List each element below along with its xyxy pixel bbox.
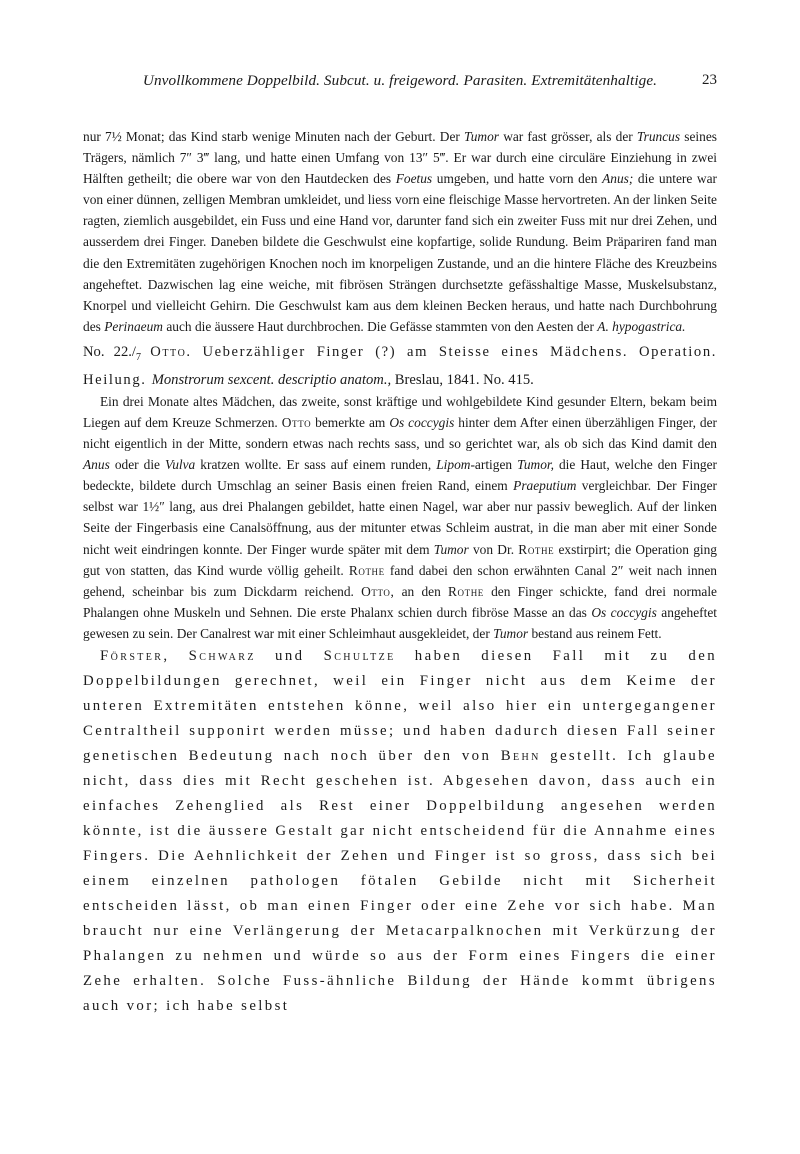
running-header — [0, 72, 800, 98]
entry-title: Ueberzähliger Finger (?) am Steisse eines Mädchens. Operation. Heilung. — [83, 343, 717, 388]
running-title: Unvollkommene Doppelbild. Subcut. u. freigeword. Parasiten. Extremitätenhaltige. — [142, 72, 658, 89]
entry-source: Monstrorum sexcent. descriptio anatom., — [151, 371, 392, 388]
entry-author: Otto. — [150, 343, 192, 360]
page-number: 23 — [702, 72, 717, 88]
case-entry-heading: No. $22./_7$ Otto. Ueberzähliger Finger (?) am Steisse eines Mädchens. Operation. Heilung. Monstrorum sexcent. descriptio anatom., Breslau, 1841. No. 415. — [83, 343, 717, 388]
paragraph-commentary-spaced: Förster, Schwarz und Schultze haben diesen Fall mit zu den Doppelbildungen gerechnet, weil ein Finger nicht aus dem Keime der unteren Extremitäten entstehen könne, weil also hier ein untergegangener Centraltheil supponirt werden müsse; und haben dadurch diesen Fall seiner genetischen Bedeutung nach noch über den von Behn gestellt. Ich glaube nicht, dass dies mit Recht geschehen ist. Abgesehen davon, dass auch ein einfaches Zehenglied als Rest einer Doppelbildung angesehen werden könnte, ist die äussere Gestalt gar nicht entscheidend für die Annahme eines Fingers. Die Aehnlichkeit der Zehen und Finger ist so gross, dass sich bei einem einzelnen pathologen fötalen Gebilde nicht mit Sicherheit entscheiden lässt, ob man einen Finger oder eine Zehe vor sich habe. Man braucht nur eine Verlängerung der Metacarpalknochen mit Verkürzung der Phalangen zu nehmen und würde so aus der Form eines Fingers die einer Zehe erhalten. Solche Fuss-ähnliche Bildung der Hände kommt übrigens auch vor; ich habe selbst — [83, 647, 717, 1014]
paragraph-case-report: Ein drei Monate altes Mädchen, das zweite, sonst kräftige und wohlgebildete Kind gesunder Eltern, bekam beim Liegen auf dem Kreuze Schmerzen. Otto bemerkte am Os coccygis hinter dem After einen überzähligen Finger, der nicht eigentlich in der Mitte, sondern etwas nach rechts sass, und so gerichtet war, als ob sich das Kind damit den Anus oder die Vulva kratzen wollte. Er sass auf einem runden, Lipom-artigen Tumor, die Haut, welche den Finger bedeckte, bildete durch Umschlag an seiner Basis einen freien Rand, einem Praeputium vergleichbar. Der Finger selbst war 1½″ lang, aus drei Phalangen gebildet, hatte einen Nagel, war aber nur passiv beweglich. Auf der linken Seite der Fingerbasis eine Canalsöffnung, aus der mitunter etwas Schleim austrat, in die man aber mit einer Sonde nicht weit eindringen konnte. Der Finger wurde später mit dem Tumor von Dr. Rothe exstirpirt; die Operation ging gut von statten, das Kind wurde völlig geheilt. Rothe fand dabei den schon erwähnten Canal 2″ weit nach innen gehend, scheinbar bis zum Dickdarm reichend. Otto, an den Rothe den Finger schickte, fand drei normale Phalangen ohne Muskeln und Sehnen. Die erste Phalanx schien durch fibröse Masse an das Os coccygis angeheftet gewesen zu sein. Der Canalrest war mit einer Schleimhaut ausgekleidet, der Tumor bestand aus reinem Fett. — [83, 393, 718, 641]
paragraph-case-description: nur 7½ Monat; das Kind starb wenige Minuten nach der Geburt. Der Tumor war fast grösser, als der Truncus seines Trägers, nämlich 7″ 3‴ lang, und hatte einen Umfang von 13″ 5‴. Er war durch eine circuläre Einziehung in zwei Hälften getheilt; die obere war von den Hautdecken des Foetus umgeben, und hatte vorn den Anus; die untere war von einer dünnen, zelligen Membran umkleidet, und liess vorn eine fleischige Masse hervortreten. An der linken Seite ragten, ziemlich ausgebildet, ein Fuss und eine Hand vor, darunter fand sich ein zweiter Fuss mit nur drei Zehen, und ausserdem drei Finger. Daneben bildete die Geschwulst eine kopfartige, solide Rundung. Beim Präpariren fand man die den Extremitäten zugehörigen Knochen noch im knorpeligen Zustande, und an die hintere Fläche des Kreuzbeins angeheftet. Dazwischen lag eine weiche, mit fibrösen Strängen durchsetzte gefässhaltige Masse, Muskelsubstanz, Knorpel und vielleicht Gehirn. Die Geschwulst kam aus dem kleinen Becken heraus, und hatte nach Durchbohrung des Perinaeum auch die äussere Haut durchbrochen. Die Gefässe stammten von den Aesten der A. hypogastrica. — [83, 129, 717, 334]
body-text — [83, 126, 717, 1019]
